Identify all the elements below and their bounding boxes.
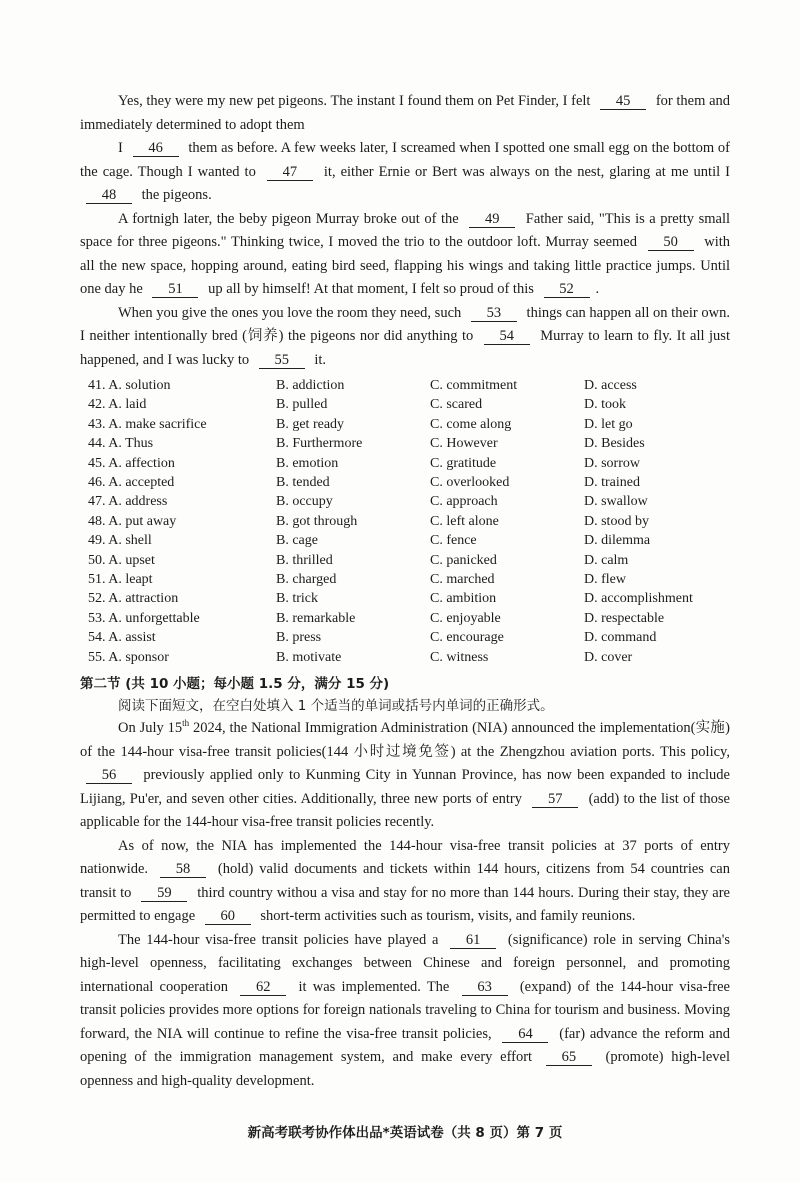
answer-blank[interactable]: 46 xyxy=(133,141,179,157)
option-choice[interactable]: D. respectable xyxy=(584,610,665,626)
option-choice[interactable]: C. commitment xyxy=(430,378,518,393)
option-choice[interactable]: B. tended xyxy=(276,475,330,491)
option-choice[interactable]: D. flew xyxy=(584,572,626,588)
option-choice[interactable]: 49. A. shell xyxy=(88,533,152,549)
option-choice[interactable]: B. addiction xyxy=(276,378,345,393)
option-choice[interactable]: B. get ready xyxy=(276,416,345,432)
text-run: previously applied only to Kunming City in Yunnan Province, has now been expanded to include Lijiang, Pu'er, and seven other cities. Additionally, three new ports of entry xyxy=(80,767,730,807)
answer-blank[interactable]: 58 xyxy=(160,862,206,878)
paragraph xyxy=(80,302,730,373)
answer-blank[interactable]: 49 xyxy=(469,212,515,228)
text-run: Yes, they were my new pet pigeons. The instant I found them on Pet Finder, I felt xyxy=(118,93,595,109)
answer-blank[interactable]: 55 xyxy=(259,353,305,369)
page-footer: 新高考联考协作体出品*英语试卷（共 8 页）第 7 页 xyxy=(247,1125,563,1142)
answer-blank[interactable]: 57 xyxy=(532,792,578,808)
option-choice[interactable]: D. calm xyxy=(584,552,629,568)
option-choice[interactable]: C. ambition xyxy=(430,591,497,607)
answer-blank[interactable]: 52 xyxy=(544,282,590,298)
text-run: it. xyxy=(310,351,327,368)
option-choice[interactable]: B. emotion xyxy=(276,455,339,471)
answer-blank[interactable]: 59 xyxy=(141,886,187,902)
text-run: them as before. A few weeks later, I screamed when I spotted one small egg on the bottom of the cage. Though I wanted to xyxy=(80,140,730,180)
option-choice[interactable]: 47. A. address xyxy=(88,494,168,510)
paragraph xyxy=(80,208,730,302)
text-run: short-term activities such as tourism, visits, and family reunions. xyxy=(256,908,636,925)
option-row xyxy=(88,415,728,434)
option-choice[interactable]: C. come along xyxy=(430,416,512,432)
option-choice[interactable]: 45. A. affection xyxy=(88,455,175,471)
option-choice[interactable]: B. trick xyxy=(276,591,318,607)
text-run: (add) to the list of those applicable for the 144-hour visa-free transit policies recently. xyxy=(80,790,730,831)
text-run: I xyxy=(118,140,127,156)
option-choice[interactable]: C. witness xyxy=(430,649,489,665)
section-2-instruction: 阅读下面短文，在空白处填入 1 个适当的单词或括号内单词的正确形式。 xyxy=(118,698,554,715)
option-choice[interactable]: C. scared xyxy=(430,397,483,413)
options-table xyxy=(88,376,728,667)
option-choice[interactable]: B. got through xyxy=(276,513,358,529)
paragraph xyxy=(80,835,730,929)
text-run: (promote) high-level openness and high-quality development. xyxy=(80,1049,731,1089)
answer-blank[interactable]: 54 xyxy=(484,329,530,345)
option-choice[interactable]: 52. A. attraction xyxy=(88,591,179,607)
text-run: Murray to learn to fly. It all just happened, and I was lucky to xyxy=(80,328,730,368)
text-run: up all by himself! At that moment, I felt so proud of this xyxy=(204,281,538,297)
option-choice[interactable]: C. fence xyxy=(430,533,477,549)
option-choice[interactable]: B. Furthermore xyxy=(276,436,363,452)
option-choice[interactable]: 41. A. solution xyxy=(88,378,171,393)
cloze-passage xyxy=(80,90,730,372)
option-choice[interactable]: C. enjoyable xyxy=(430,610,501,626)
option-row xyxy=(88,648,728,667)
answer-blank[interactable]: 62 xyxy=(240,980,286,996)
text-run: it was implemented. The xyxy=(292,978,456,995)
option-choice[interactable]: D. dilemma xyxy=(584,533,651,549)
option-choice[interactable]: 55. A. sponsor xyxy=(88,649,169,665)
text-run: things can happen all on their own. I neither intentionally bred (饲养) the pigeons nor did anything to xyxy=(80,304,730,344)
option-choice[interactable]: D. access xyxy=(584,378,637,393)
option-row xyxy=(88,434,728,453)
option-choice[interactable]: B. cage xyxy=(276,533,318,549)
option-choice[interactable]: D. let go xyxy=(584,416,633,432)
option-row xyxy=(88,570,728,589)
section-2-title: 第二节 (共 10 小题；每小题 1.5 分，满分 15 分) xyxy=(80,676,390,693)
text-run: (far) advance the reform and opening of the immigration management system, and make every effort xyxy=(80,1025,730,1066)
option-choice[interactable]: 50. A. upset xyxy=(88,552,155,568)
option-choice[interactable]: 44. A. Thus xyxy=(88,436,154,452)
option-choice[interactable]: B. motivate xyxy=(276,649,342,665)
option-choice[interactable]: D. Besides xyxy=(584,436,645,452)
paragraph xyxy=(80,90,730,137)
option-choice[interactable]: D. cover xyxy=(584,649,633,665)
option-choice[interactable]: B. charged xyxy=(276,572,337,588)
option-choice[interactable]: D. sorrow xyxy=(584,455,640,471)
text-run: third country withou a visa and stay for no more than 144 hours. During their stay, they are permitted to engage xyxy=(80,884,730,925)
option-row xyxy=(88,454,728,473)
option-choice[interactable]: 43. A. make sacrifice xyxy=(88,416,207,432)
option-row xyxy=(88,473,728,492)
answer-blank[interactable]: 60 xyxy=(205,909,251,925)
paragraph xyxy=(80,717,730,835)
option-choice[interactable]: C. encourage xyxy=(430,630,504,646)
text-run: As of now, the NIA has implemented the 144-hour visa-free transit policies at 37 ports of entry nationwide. xyxy=(80,837,730,878)
option-choice[interactable]: 42. A. laid xyxy=(88,397,147,413)
option-choice[interactable]: B. remarkable xyxy=(276,610,356,626)
text-run: with all the new space, hopping around, eating bird seed, flapping his wings and taking little practice jumps. Until one day he xyxy=(80,234,730,297)
answer-blank[interactable]: 47 xyxy=(267,165,313,181)
option-row xyxy=(88,551,728,570)
text-run: 2024, the National Immigration Administration (NIA) announced the implementation(实施) of the 144-hour visa-free transit policies(144 小时过境免签) at the Zhengzhou aviation ports. This policy, xyxy=(80,720,730,760)
option-choice[interactable]: B. pulled xyxy=(276,397,328,413)
answer-blank[interactable]: 56 xyxy=(86,768,132,784)
text-run: the pigeons. xyxy=(138,187,212,203)
option-choice[interactable]: 46. A. accepted xyxy=(88,475,175,491)
option-choice[interactable]: 54. A. assist xyxy=(88,630,156,646)
text-run: (significance) role in serving China's high-level openness, facilitating exchanges between Chinese and foreign personnel, and promoting international cooperation xyxy=(80,931,730,995)
option-choice[interactable]: 51. A. leapt xyxy=(88,572,153,588)
option-choice[interactable]: B. press xyxy=(276,630,322,646)
answer-blank[interactable]: 61 xyxy=(450,933,496,949)
text-run: it, either Ernie or Bert was always on the nest, glaring at me until I xyxy=(318,163,730,180)
grammar-fill-passage xyxy=(80,717,730,1093)
text-run: . xyxy=(595,281,600,297)
option-choice[interactable]: C. marched xyxy=(430,572,495,588)
option-choice[interactable]: B. thrilled xyxy=(276,552,333,568)
answer-blank[interactable]: 45 xyxy=(600,94,646,110)
answer-blank[interactable]: 48 xyxy=(86,188,132,204)
option-choice[interactable]: C. panicked xyxy=(430,552,497,568)
text-run: (expand) of the 144-hour visa-free transit policies provides more options for foreign nationals traveling to China for tourism and business. Moving forward, the NIA will continue to refine the visa-free transit policies, xyxy=(80,978,730,1042)
text-run: The 144-hour visa-free transit policies have played a xyxy=(118,931,445,948)
answer-blank[interactable]: 50 xyxy=(648,235,694,251)
answer-blank[interactable]: 51 xyxy=(152,282,198,298)
text-run: A fortnigh later, the beby pigeon Murray broke out of the xyxy=(118,210,464,227)
superscript: th xyxy=(182,718,190,729)
paragraph xyxy=(80,137,730,208)
option-choice[interactable]: D. swallow xyxy=(584,494,648,510)
option-choice[interactable]: 53. A. unforgettable xyxy=(88,610,200,626)
answer-blank[interactable]: 64 xyxy=(502,1027,548,1043)
option-choice[interactable]: D. accomplishment xyxy=(584,591,693,607)
text-run: When you give the ones you love the room they need, such xyxy=(118,304,465,321)
option-choice[interactable]: 48. A. put away xyxy=(88,513,177,529)
option-choice[interactable]: C. left alone xyxy=(430,513,499,529)
option-row xyxy=(88,376,728,395)
option-row xyxy=(88,609,728,628)
answer-blank[interactable]: 65 xyxy=(546,1050,592,1066)
option-choice[interactable]: C. However xyxy=(430,436,498,452)
option-row xyxy=(88,512,728,531)
option-choice[interactable]: D. trained xyxy=(584,475,640,491)
text-run: for them and immediately determined to adopt them xyxy=(80,93,730,133)
text-run: On July 15 xyxy=(118,720,183,737)
option-choice[interactable]: C. gratitude xyxy=(430,455,497,471)
answer-blank[interactable]: 63 xyxy=(462,980,508,996)
text-run: (hold) valid documents and tickets within 144 hours, citizens from 54 countries can transit to xyxy=(80,861,730,901)
option-choice[interactable]: D. stood by xyxy=(584,513,649,529)
option-row xyxy=(88,589,728,608)
option-row xyxy=(88,492,728,511)
option-choice[interactable]: D. took xyxy=(584,397,626,413)
option-row xyxy=(88,628,728,647)
option-choice[interactable]: D. command xyxy=(584,630,657,646)
answer-blank[interactable]: 53 xyxy=(471,306,517,322)
paragraph xyxy=(80,929,730,1094)
option-choice[interactable]: C. overlooked xyxy=(430,475,510,491)
option-choice[interactable]: C. approach xyxy=(430,494,498,510)
text-run: Father said, "This is a pretty small space for three pigeons." Thinking twice, I moved the trio to the outdoor loft. Murray seemed xyxy=(80,210,730,250)
option-row xyxy=(88,531,728,550)
option-row xyxy=(88,395,728,414)
option-choice[interactable]: B. occupy xyxy=(276,494,333,510)
